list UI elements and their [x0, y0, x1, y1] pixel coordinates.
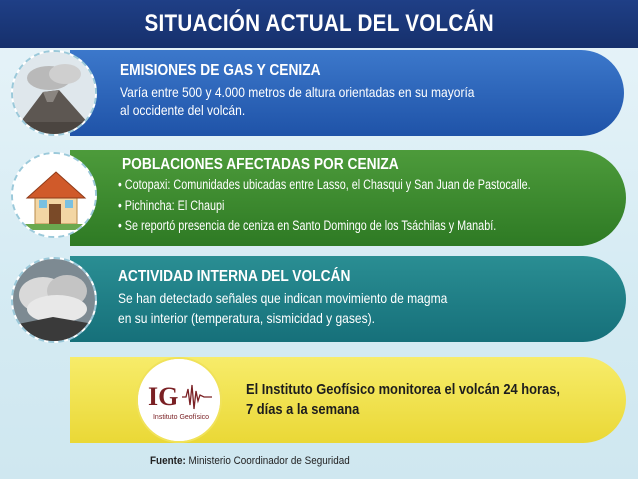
section-text-line: Se han detectado señales que indican movimiento de magma: [118, 290, 448, 306]
section-heading: EMISIONES DE GAS Y CENIZA: [120, 62, 321, 79]
monitoring-text-line: 7 días a la semana: [246, 401, 360, 418]
section-text-line: al occidente del volcán.: [120, 102, 246, 118]
ig-logo-mark: IG: [148, 382, 179, 411]
section-text-line: en su interior (temperatura, sismicidad y gases).: [118, 310, 375, 326]
section-bullet: • Pichincha: El Chaupi: [118, 198, 225, 213]
section-emissions: [70, 50, 624, 136]
section-affected-populations: [70, 150, 626, 246]
ash-cloud-photo-icon: [11, 257, 97, 343]
page-title: SITUACIÓN ACTUAL DEL VOLCÁN: [144, 10, 494, 37]
section-internal-activity: [70, 256, 626, 342]
source-note: [150, 455, 350, 467]
ig-logo: [136, 357, 222, 443]
source-label: Fuente:: [150, 455, 186, 467]
source-text: Ministerio Coordinador de Seguridad: [188, 455, 350, 467]
section-heading: POBLACIONES AFECTADAS POR CENIZA: [122, 156, 399, 173]
section-bullet: • Se reportó presencia de ceniza en Santo Domingo de los Tsáchilas y Manabí.: [118, 218, 497, 233]
volcano-photo-icon: [11, 50, 97, 136]
title-bar: [0, 0, 638, 48]
monitoring-text-line: El Instituto Geofísico monitorea el volcán 24 horas,: [246, 381, 560, 398]
section-text-line: Varía entre 500 y 4.000 metros de altura orientadas en su mayoría: [120, 84, 475, 100]
section-heading: ACTIVIDAD INTERNA DEL VOLCÁN: [118, 268, 351, 285]
section-bullet: • Cotopaxi: Comunidades ubicadas entre Lasso, el Chasqui y San Juan de Pastocalle.: [118, 177, 531, 192]
ig-logo-caption: Instituto Geofísico: [152, 414, 210, 421]
house-icon: [11, 152, 97, 238]
